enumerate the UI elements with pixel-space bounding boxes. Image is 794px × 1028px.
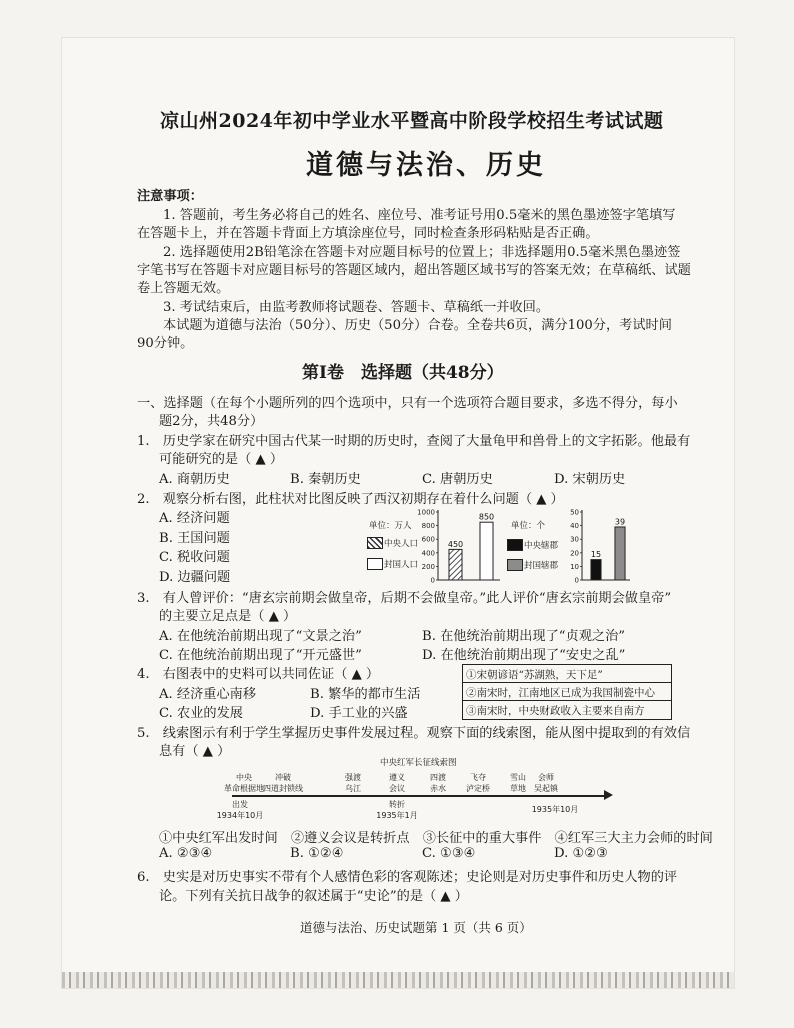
q2-option-c: C. 税收问题: [159, 550, 230, 565]
q4-source-item: ②南宋时，江南地区已成为我国制瓷中心: [466, 687, 655, 699]
q4-source-item: ③南宋时，中央财政收入主要来自南方: [466, 705, 645, 717]
timeline-event: 飞夺 泸定桥: [466, 773, 490, 793]
notes-line: 卷上答题无效。: [137, 281, 230, 296]
timeline-event: 中央 革命根据地: [224, 773, 264, 793]
chart2-legend-label: 中央辖郡: [524, 541, 559, 551]
y-tick-label: 600: [421, 535, 435, 544]
q3-stem: 3. 有人曾评价：“唐玄宗前期会做皇帝，后期不会做皇帝。”此人评价“唐玄宗前期会做皇帝”: [137, 591, 672, 606]
y-tick-label: 400: [421, 549, 435, 558]
timeline-event: 会师 吴起镇: [534, 773, 558, 793]
chart2-legend-swatch-gray: [507, 559, 523, 571]
notes-line: 1. 答题前，考生务必将自己的姓名、座位号、准考证号用0.5毫米的黑色墨迹签字笔填写: [163, 208, 676, 223]
q2-option-b: B. 王国问题: [159, 531, 230, 546]
timeline-event: 遵义 会议: [389, 773, 405, 793]
q3-option-c: C. 在他统治前期出现了“开元盛世”: [159, 648, 362, 663]
chart1-population: [412, 506, 506, 584]
y-tick-label: 0: [574, 576, 579, 584]
chart1-legend-label: 封国人口: [384, 560, 419, 570]
timeline-event: 强渡 乌江: [345, 773, 361, 793]
scan-edge: [62, 972, 734, 988]
y-tick-label: 10: [570, 562, 579, 571]
q3-stem: 的主要立足点是（ ▲ ）: [159, 609, 297, 624]
q3-option-a: A. 在他统治前期出现了“文景之治”: [159, 629, 362, 644]
exam-title: 凉山州2024年初中学业水平暨高中阶段学校招生考试试题: [160, 110, 664, 132]
notes-line: 90分钟。: [137, 336, 194, 351]
y-tick-label: 200: [421, 562, 435, 571]
timeline-event: 四渡 赤水: [430, 773, 446, 793]
timeline-event: 雪山 草地: [510, 773, 526, 793]
chart1-unit: 单位：万人: [369, 521, 412, 531]
y-tick-label: 20: [570, 549, 579, 558]
timeline-date: 1935年10月: [531, 805, 579, 814]
chart2-commanderies: [556, 506, 636, 584]
q4-option-c: C. 农业的发展: [159, 706, 243, 721]
q2-option-d: D. 边疆问题: [159, 570, 231, 585]
timeline-date: 出发 1934年10月: [216, 800, 264, 820]
bar: [615, 527, 625, 580]
bar: [449, 549, 462, 580]
bar: [480, 522, 493, 580]
y-tick-label: 40: [570, 522, 579, 531]
part-title: 第Ⅰ卷 选择题（共48分）: [302, 363, 504, 383]
chart2-legend-swatch-black: [507, 539, 523, 551]
q3-option-b: B. 在他统治前期出现了“贞观之治”: [422, 629, 625, 644]
q4-option-d: D. 手工业的兴盛: [310, 706, 408, 721]
y-tick-label: 0: [430, 576, 435, 584]
data-label: 450: [447, 539, 464, 549]
y-tick-label: 30: [570, 535, 579, 544]
q4-stem: 4. 右图表中的史料可以共同佐证（ ▲ ）: [137, 667, 380, 682]
notes-line: 2. 选择题使用2B铅笔涂在答题卡对应题目标号的位置上；非选择题用0.5毫米黑色墨迹签: [163, 245, 681, 260]
notes-line: 本试题为道德与法治（50分）、历史（50分）合卷。全卷共6页，满分100分，考试时间: [163, 318, 672, 333]
q2-option-a: A. 经济问题: [159, 511, 230, 526]
timeline-arrow-icon: [604, 790, 613, 800]
section-instruction: 一、选择题（在每个小题所列的四个选项中，只有一个选项符合题目要求，多选不得分，每小: [137, 396, 678, 411]
y-tick-label: 50: [570, 508, 579, 517]
chart1-legend-label: 中央人口: [384, 539, 419, 549]
chart1-legend-swatch-hatch: [367, 537, 383, 549]
q1-option-c: C. 唐朝历史: [422, 472, 493, 487]
q1-stem: 1. 历史学家在研究中国古代某一时期的历史时，查阅了大量龟甲和兽骨上的文字拓影。他最有: [137, 434, 691, 449]
notes-line: 字笔书写在答题卡对应题目标号的答题区域内，超出答题区域书写的答案无效；在草稿纸、试题: [137, 263, 691, 278]
notes-line: 3. 考试结束后，由监考教师将试题卷、答题卡、草稿纸一并收回。: [163, 300, 550, 315]
data-label: 850: [478, 512, 495, 522]
timeline-event: 冲破 四道封锁线: [263, 773, 303, 793]
q1-stem: 可能研究的是（ ▲ ）: [159, 452, 284, 467]
timeline-title: 中央红军长征线索图: [380, 758, 457, 768]
timeline-axis: [232, 795, 608, 797]
data-label: 39: [614, 517, 626, 527]
section-instruction: 题2分，共48分）: [159, 414, 264, 429]
notes-heading: 注意事项：: [137, 189, 203, 204]
page-footer: 道德与法治、历史试题第 1 页（共 6 页）: [300, 920, 532, 935]
q4-option-a: A. 经济重心南移: [159, 687, 257, 702]
chart2-legend-label: 封国辖郡: [524, 561, 559, 571]
q5-items: ①中央红军出发时间 ②遵义会议是转折点 ③长征中的重大事件 ④红军三大主力会师的时间: [159, 831, 713, 846]
q4-source-box: [462, 664, 672, 720]
data-label: 15: [590, 550, 602, 560]
q5-stem: 5. 线索图示有利于学生掌握历史事件发展过程。观察下面的线索图，能从图中提取到的有效信: [137, 726, 691, 741]
y-tick-label: 1000: [417, 508, 435, 517]
chart1-legend-swatch-white: [367, 558, 383, 570]
q4-option-b: B. 繁华的都市生活: [310, 687, 421, 702]
q6-stem: 6. 史实是对历史事实不带有个人感情色彩的客观陈述；史论则是对历史事件和历史人物的评: [137, 870, 678, 885]
chart2-unit: 单位：个: [511, 521, 546, 531]
q1-option-b: B. 秦朝历史: [290, 472, 361, 487]
q5-option-b: B. ①②④: [290, 846, 344, 861]
q4-source-item: ①宋朝谚语“苏湖熟，天下足”: [466, 669, 603, 681]
subject-title: 道德与法治、历史: [306, 150, 546, 181]
q5-stem: 息有（ ▲ ）: [159, 744, 231, 759]
timeline-date: 转折 1935年1月: [376, 800, 418, 820]
y-tick-label: 800: [421, 522, 435, 531]
q1-option-d: D. 宋朝历史: [554, 472, 626, 487]
q5-option-d: D. ①②③: [554, 846, 608, 861]
q2-stem: 2. 观察分析右图，此柱状对比图反映了西汉初期存在着什么问题（ ▲ ）: [137, 492, 564, 507]
q5-option-c: C. ①③④: [422, 846, 476, 861]
notes-line: 在答题卡上，并在答题卡背面上方填涂座位号，同时检查条形码粘贴是否正确。: [137, 226, 599, 241]
q3-option-d: D. 在他统治前期出现了“安史之乱”: [422, 648, 626, 663]
bar: [591, 560, 601, 580]
q6-stem: 论。下列有关抗日战争的叙述属于“史论”的是（ ▲ ）: [159, 889, 468, 904]
q5-option-a: A. ②③④: [159, 846, 213, 861]
q1-option-a: A. 商朝历史: [159, 472, 230, 487]
